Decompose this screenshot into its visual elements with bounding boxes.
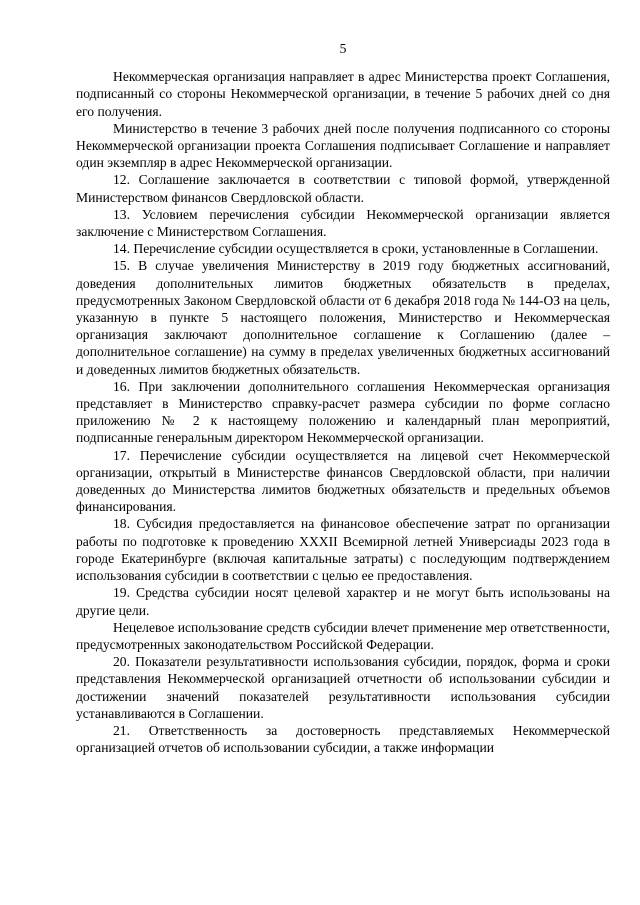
page-number: 5 (339, 41, 347, 56)
paragraph: Некоммерческая организация направляет в адрес Министерства проект Соглашения, подписанный со стороны Некоммерческой организации, в течение 5 рабочих дней со дня его получения. (76, 69, 610, 119)
paragraph: 20. Показатели результативности использования субсидии, порядок, форма и сроки представления Некоммерческой организацией отчетности об использовании субсидии и достижении значений показателей результативности использования субсидии устанавливаются в Соглашении. (76, 654, 610, 721)
paragraph: 21. Ответственность за достоверность представляемых Некоммерческой организацией отчетов об использовании субсидии, а также информации (76, 722, 610, 756)
paragraph: 17. Перечисление субсидии осуществляется на лицевой счет Некоммерческой организации, открытый в Министерстве финансов Свердловской области, при наличии доведенных до Министерства лимитов бюджетных обязательств и предельных объемов финансирования. (76, 447, 610, 515)
paragraph: Нецелевое использование средств субсидии влечет применение мер ответственности, предусмотренных законодательством Российской Федерации. (76, 619, 610, 652)
paragraph: 15. В случае увеличения Министерству в 2019 году бюджетных ассигнований, доведения дополнительных лимитов бюджетных обязательств в пределах, предусмотренных Законом Свердловской области от 6 декабря 2018 года № 144-ОЗ на цель, указанную в пункте 5 настоящего положения, Министерство и Некоммерческая организация заключают дополнительное соглашение к Соглашению (далее – дополнительное соглашение) на сумму в пределах увеличенных бюджетных ассигнований и доведенных лимитов бюджетных обязательств. (76, 258, 610, 377)
paragraph: Министерство в течение 3 рабочих дней после получения подписанного со стороны Некоммерческой организации проекта Соглашения подписывает Соглашение и направляет один экземпляр в адрес Некоммерческой организации. (76, 120, 610, 171)
paragraph: 16. При заключении дополнительного соглашения Некоммерческая организация представляет в Министерство справку-расчет размера субсидии по форме согласно приложению № 2 к настоящему положению и календарный план мероприятий, подписанные генеральным директором Некоммерческой организации. (76, 378, 610, 446)
paragraph: 14. Перечисление субсидии осуществляется в сроки, установленные в Соглашении. (113, 241, 599, 257)
paragraph: 19. Средства субсидии носят целевой характер и не могут быть использованы на другие цели. (76, 585, 610, 618)
paragraph: 12. Соглашение заключается в соответствии с типовой формой, утвержденной Министерством финансов Свердловской области. (76, 172, 610, 205)
paragraph: 18. Субсидия предоставляется на финансовое обеспечение затрат по организации работы по подготовке к проведению XXXII Всемирной летней Универсиады 2023 года в городе Екатеринбурге (включая капитальные затраты) с последующим подтверждением использования субсидии в соответствии с целью ее предоставления. (76, 516, 610, 584)
paragraph: 13. Условием перечисления субсидии Некоммерческой организации является заключение с Министерством Соглашения. (76, 206, 610, 240)
